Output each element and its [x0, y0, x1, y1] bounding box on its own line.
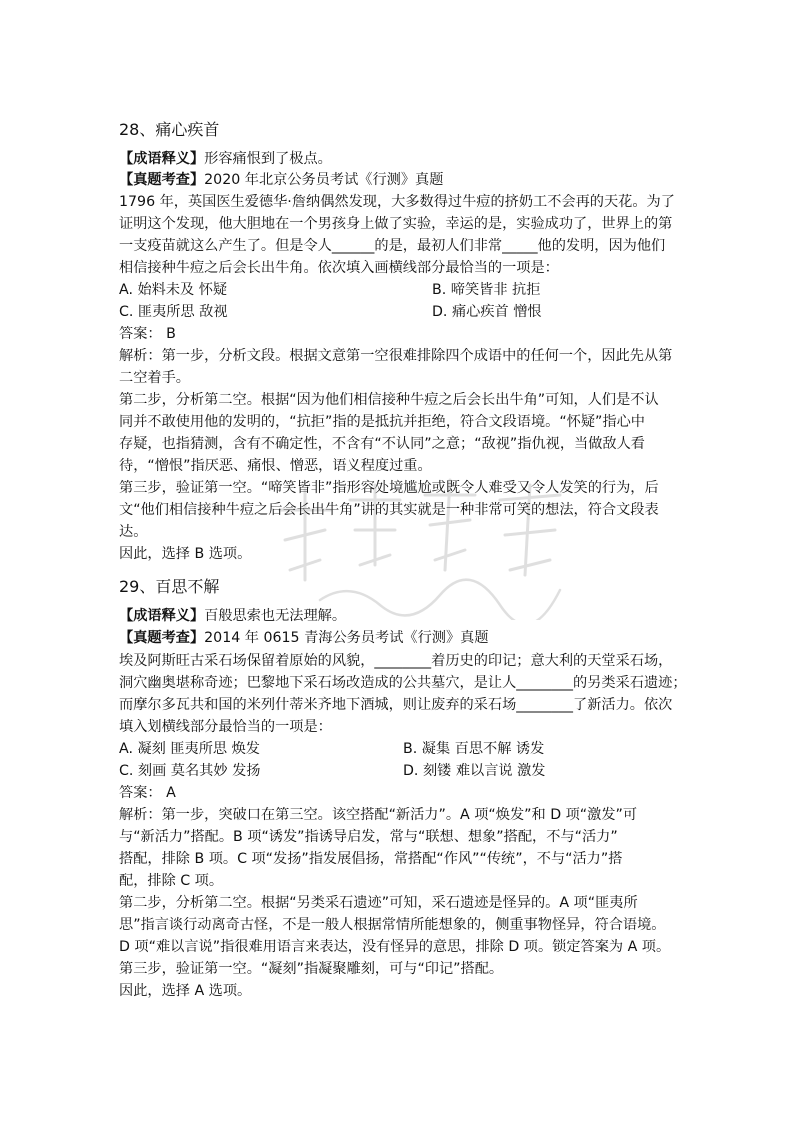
q29-passage-line: 而摩尔多瓦共和国的米列什蒂米齐地下酒城，则让废弃的采石场________了新活力。依次 — [119, 697, 673, 713]
q29-analysis-line: 第三步，验证第一空。“凝刻”指凝聚雕刻，可与“印记”搭配。 — [119, 961, 504, 977]
q28-analysis-line: 第二步，分析第二空。根据“因为他们相信接种牛痘之后会长出牛角”可知，人们是不认 — [119, 392, 659, 408]
q28-source — [119, 170, 443, 190]
q28-passage-line: 证明这个发现，他大胆地在一个男孩身上做了实验，幸运的是，实验成功了，世界上的第 — [119, 216, 673, 232]
q28-definition — [119, 149, 332, 169]
q28-passage-line: 1796 年，英国医生爱德华·詹纳偶然发现，大多数得过牛痘的挤奶工不会再的天花。为了 — [119, 194, 675, 210]
q29-analysis-line: 思”指言谈行动离奇古怪，不是一般人根据常情所能想象的，侧重事物怪异，符合语境。 — [119, 917, 666, 933]
q28-option-d: D. 痛心疾首 憎恨 — [432, 304, 542, 320]
q28-option-c: C. 匪夷所思 敌视 — [119, 304, 228, 320]
q28-analysis-line: 文“他们相信接种牛痘之后会长出牛角”讲的其实就是一种非常可笑的想法，符合文段表 — [119, 502, 659, 518]
q29-analysis-line: 搭配，排除 B 项。C 项“发扬”指发展倡扬，常搭配“作风”“传统”，不与“活力”搭 — [119, 851, 623, 867]
q29-option-d: D. 刻镂 难以言说 激发 — [403, 763, 546, 779]
q28-analysis-line: 解析：第一步，分析文段。根据文意第一空很难排除四个成语中的任何一个，因此先从第 — [119, 348, 673, 364]
q28-analysis-line: 存疑，也指猜测，含有不确定性，不含有“不认同”之意；“敌视”指仇视，当做敌人看 — [119, 436, 645, 452]
q29-option-a: A. 凝刻 匪夷所思 焕发 — [119, 741, 260, 757]
q28-analysis-line: 因此，选择 B 选项。 — [119, 546, 252, 562]
q29-source-text: 2014 年 0615 青海公务员考试《行测》真题 — [204, 630, 489, 646]
q28-analysis-line: 二空着手。 — [119, 370, 190, 386]
q29-passage-line: 洞穴幽奥堪称奇迹；巴黎地下采石场改造成的公共墓穴，是让人________的另类采石遗迹； — [119, 675, 687, 691]
q28-analysis-line: 同并不敢使用他的发明的，“抗拒”指的是抵抗并拒绝，符合文段语境。“怀疑”指心中 — [119, 414, 645, 430]
q29-option-b: B. 凝集 百思不解 诱发 — [403, 741, 545, 757]
q28-answer: 答案： B — [119, 326, 176, 342]
q28-analysis-line: 达。 — [119, 524, 148, 540]
q28-option-b: B. 啼笑皆非 抗拒 — [432, 282, 541, 298]
q28-analysis-line: 待，“憎恨”指厌恶、痛恨、憎恶，语义程度过重。 — [119, 458, 432, 474]
q29-source-label: 【真题考查】 — [119, 630, 205, 646]
q29-passage-line: 埃及阿斯旺古采石场保留着原始的风貌，________着历史的印记；意大利的天堂采石场， — [119, 653, 673, 669]
q29-source — [119, 628, 489, 648]
q28-title: 28、痛心疾首 — [119, 120, 220, 139]
q29-definition — [119, 606, 346, 626]
q29-definition-label: 【成语释义】 — [119, 608, 205, 624]
q29-answer: 答案： A — [119, 785, 176, 801]
q29-option-c: C. 刻画 莫名其妙 发扬 — [119, 763, 261, 779]
q29-definition-text: 百般思索也无法理解。 — [204, 608, 347, 624]
q29-analysis-line: 配，排除 C 项。 — [119, 873, 224, 889]
q28-definition-text: 形容痛恨到了极点。 — [204, 151, 332, 167]
q29-passage-line: 填入划横线部分最恰当的一项是： — [119, 719, 332, 735]
q28-passage-line: 相信接种牛痘之后会长出牛角。依次填入画横线部分最恰当的一项是： — [119, 260, 559, 276]
q28-option-a: A. 始料未及 怀疑 — [119, 282, 228, 298]
q29-analysis-line: D 项“难以言说”指很难用语言来表达，没有怪异的意思，排除 D 项。锁定答案为 A 项。 — [119, 939, 671, 955]
q29-analysis-line: 因此，选择 A 选项。 — [119, 983, 252, 999]
q28-definition-label: 【成语释义】 — [119, 151, 205, 167]
q29-analysis-line: 解析：第一步，突破口在第三空。该空搭配“新活力”。A 项“焕发”和 D 项“激发”可 — [119, 807, 638, 823]
q29-analysis-line: 与“新活力”搭配。B 项“诱发”指诱导启发，常与“联想、想象”搭配，不与“活力” — [119, 829, 618, 845]
q29-title: 29、百思不解 — [119, 577, 220, 596]
q28-source-label: 【真题考查】 — [119, 172, 205, 188]
q29-analysis-line: 第二步，分析第二空。根据“另类采石遗迹”可知，采石遗迹是怪异的。A 项“匪夷所 — [119, 895, 638, 911]
q28-passage-line: 一支疫苗就这么产生了。但是令人______的是，最初人们非常_____他的发明，因为他们 — [119, 238, 666, 254]
q28-analysis-line: 第三步，验证第一空。“啼笑皆非”指形容处境尴尬或既令人难受又令人发笑的行为，后 — [119, 480, 659, 496]
q28-source-text: 2020 年北京公务员考试《行测》真题 — [204, 172, 444, 188]
